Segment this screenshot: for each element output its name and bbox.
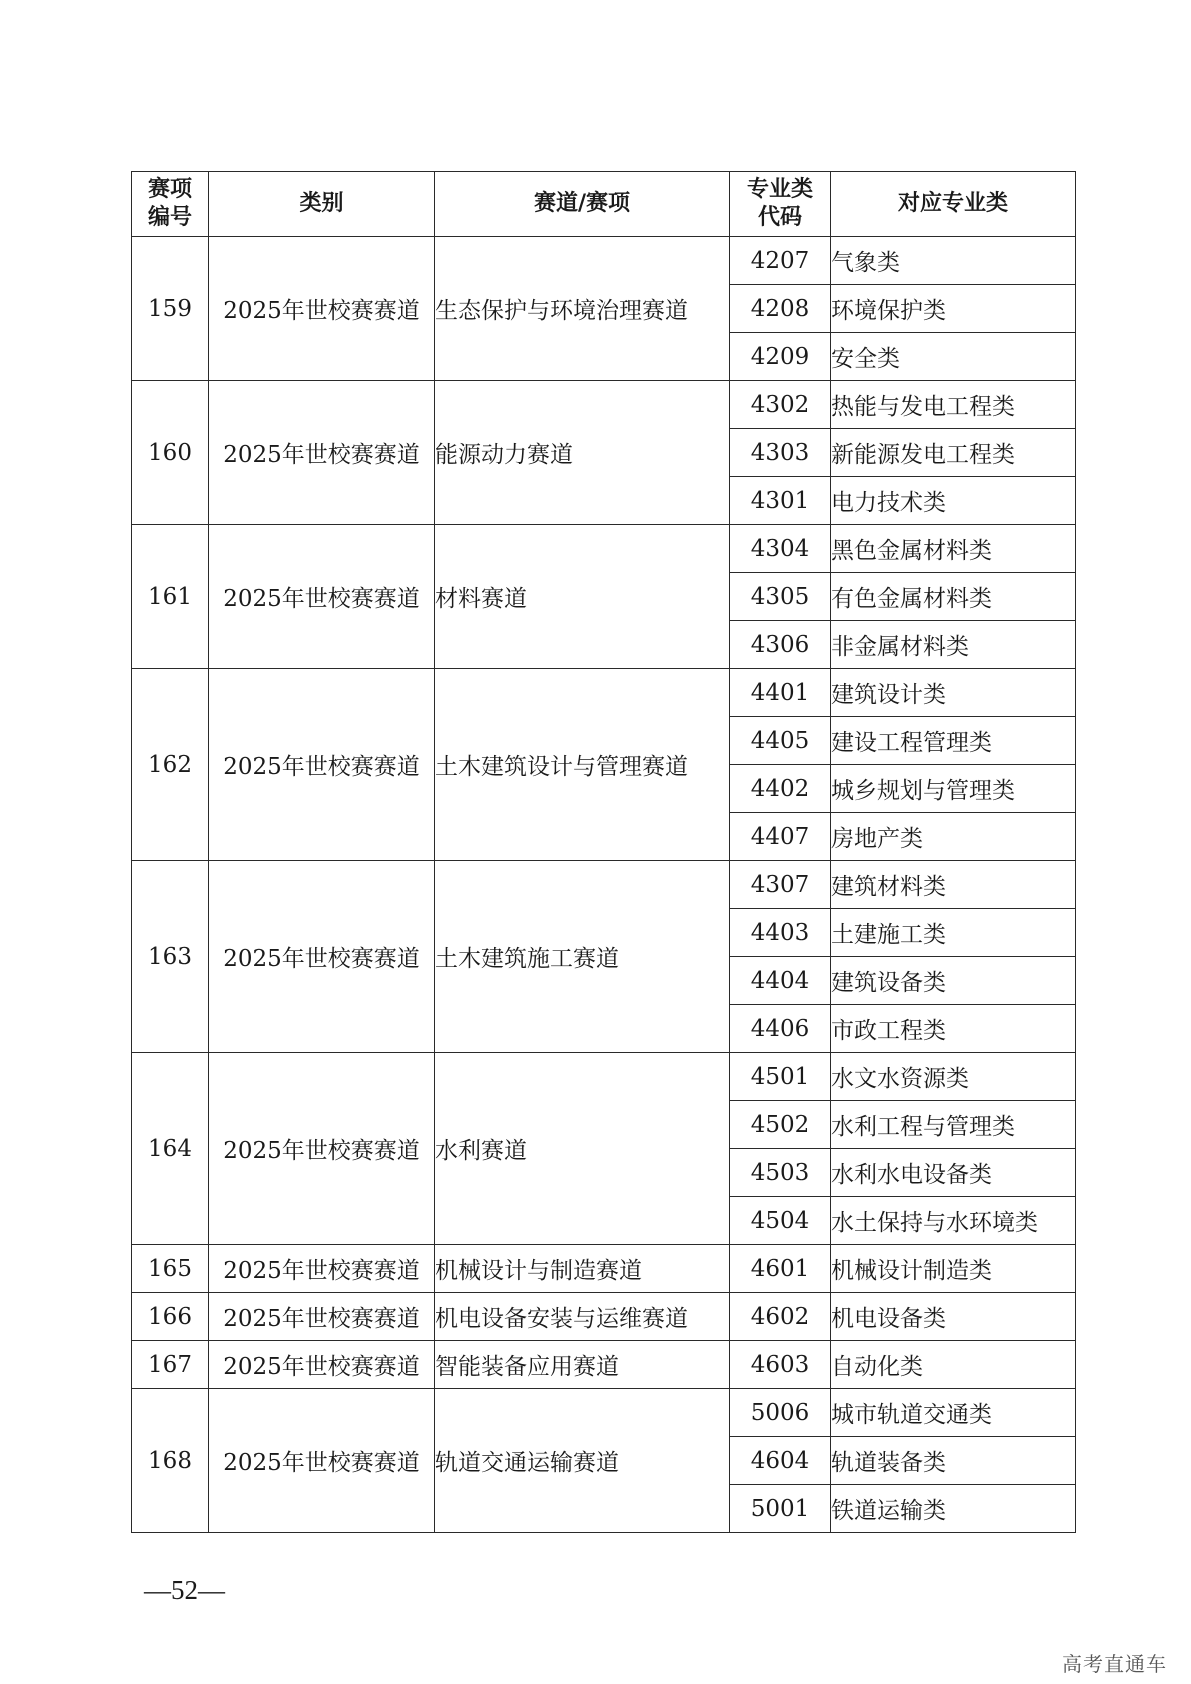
major-code-cell: 5001 xyxy=(730,1485,831,1533)
competition-number-cell: 162 xyxy=(132,669,209,861)
track-cell: 智能装备应用赛道 xyxy=(435,1341,730,1389)
major-name-cell: 建筑设备类 xyxy=(831,957,1076,1005)
major-code-cell: 4503 xyxy=(730,1149,831,1197)
major-code-cell: 4307 xyxy=(730,861,831,909)
major-code-cell: 4501 xyxy=(730,1053,831,1101)
watermark: 高考直通车 xyxy=(1062,1652,1167,1676)
competition-majors-table xyxy=(131,171,1076,1533)
track-cell: 机电设备安装与运维赛道 xyxy=(435,1293,730,1341)
header-major-code xyxy=(730,172,831,237)
table-row xyxy=(132,1293,1076,1341)
competition-number-cell: 167 xyxy=(132,1341,209,1389)
major-name-cell: 黑色金属材料类 xyxy=(831,525,1076,573)
competition-number-cell: 168 xyxy=(132,1389,209,1533)
major-code-cell: 4209 xyxy=(730,333,831,381)
category-cell: 2025年世校赛赛道 xyxy=(209,669,435,861)
major-code-cell: 4208 xyxy=(730,285,831,333)
track-cell: 能源动力赛道 xyxy=(435,381,730,525)
track-cell: 水利赛道 xyxy=(435,1053,730,1245)
competition-number-cell: 163 xyxy=(132,861,209,1053)
major-name-cell: 热能与发电工程类 xyxy=(831,381,1076,429)
major-name-cell: 建设工程管理类 xyxy=(831,717,1076,765)
major-code-cell: 4303 xyxy=(730,429,831,477)
competition-number-cell: 164 xyxy=(132,1053,209,1245)
major-code-cell: 4604 xyxy=(730,1437,831,1485)
major-code-cell: 4305 xyxy=(730,573,831,621)
header-competition-number-line1: 赛项 xyxy=(147,177,192,202)
major-code-cell: 4407 xyxy=(730,813,831,861)
header-major-code-line1: 专业类 xyxy=(746,177,813,202)
major-name-cell: 建筑材料类 xyxy=(831,861,1076,909)
header-category: 类别 xyxy=(209,172,435,237)
major-name-cell: 环境保护类 xyxy=(831,285,1076,333)
competition-number-cell: 166 xyxy=(132,1293,209,1341)
category-cell: 2025年世校赛赛道 xyxy=(209,1053,435,1245)
category-cell: 2025年世校赛赛道 xyxy=(209,525,435,669)
category-cell: 2025年世校赛赛道 xyxy=(209,1293,435,1341)
major-name-cell: 安全类 xyxy=(831,333,1076,381)
major-code-cell: 5006 xyxy=(730,1389,831,1437)
track-cell: 土木建筑施工赛道 xyxy=(435,861,730,1053)
track-cell: 材料赛道 xyxy=(435,525,730,669)
major-code-cell: 4404 xyxy=(730,957,831,1005)
major-name-cell: 铁道运输类 xyxy=(831,1485,1076,1533)
major-name-cell: 新能源发电工程类 xyxy=(831,429,1076,477)
table-row xyxy=(132,1245,1076,1293)
major-code-cell: 4602 xyxy=(730,1293,831,1341)
major-code-cell: 4502 xyxy=(730,1101,831,1149)
major-code-cell: 4306 xyxy=(730,621,831,669)
major-code-cell: 4302 xyxy=(730,381,831,429)
table-row xyxy=(132,1053,1076,1101)
major-name-cell: 气象类 xyxy=(831,237,1076,285)
major-name-cell: 有色金属材料类 xyxy=(831,573,1076,621)
track-cell: 生态保护与环境治理赛道 xyxy=(435,237,730,381)
major-name-cell: 电力技术类 xyxy=(831,477,1076,525)
major-code-cell: 4401 xyxy=(730,669,831,717)
table-row xyxy=(132,1341,1076,1389)
table-row xyxy=(132,381,1076,429)
major-name-cell: 水土保持与水环境类 xyxy=(831,1197,1076,1245)
major-name-cell: 水利工程与管理类 xyxy=(831,1101,1076,1149)
competition-number-cell: 159 xyxy=(132,237,209,381)
track-cell: 土木建筑设计与管理赛道 xyxy=(435,669,730,861)
major-name-cell: 机械设计制造类 xyxy=(831,1245,1076,1293)
header-competition-number-line2: 编号 xyxy=(147,205,192,230)
major-name-cell: 非金属材料类 xyxy=(831,621,1076,669)
category-cell: 2025年世校赛赛道 xyxy=(209,381,435,525)
category-cell: 2025年世校赛赛道 xyxy=(209,861,435,1053)
track-cell: 轨道交通运输赛道 xyxy=(435,1389,730,1533)
competition-number-cell: 165 xyxy=(132,1245,209,1293)
major-name-cell: 土建施工类 xyxy=(831,909,1076,957)
table-row xyxy=(132,237,1076,285)
table-row xyxy=(132,861,1076,909)
major-code-cell: 4207 xyxy=(730,237,831,285)
header-competition-number xyxy=(132,172,209,237)
category-cell: 2025年世校赛赛道 xyxy=(209,237,435,381)
major-code-cell: 4603 xyxy=(730,1341,831,1389)
header-major-name: 对应专业类 xyxy=(831,172,1076,237)
competition-number-cell: 161 xyxy=(132,525,209,669)
table-row xyxy=(132,669,1076,717)
major-name-cell: 城乡规划与管理类 xyxy=(831,765,1076,813)
major-code-cell: 4406 xyxy=(730,1005,831,1053)
major-code-cell: 4301 xyxy=(730,477,831,525)
major-name-cell: 轨道装备类 xyxy=(831,1437,1076,1485)
major-name-cell: 城市轨道交通类 xyxy=(831,1389,1076,1437)
major-code-cell: 4403 xyxy=(730,909,831,957)
category-cell: 2025年世校赛赛道 xyxy=(209,1389,435,1533)
competition-number-cell: 160 xyxy=(132,381,209,525)
header-track: 赛道/赛项 xyxy=(435,172,730,237)
major-name-cell: 市政工程类 xyxy=(831,1005,1076,1053)
major-code-cell: 4601 xyxy=(730,1245,831,1293)
header-major-code-line2: 代码 xyxy=(757,205,802,230)
major-code-cell: 4402 xyxy=(730,765,831,813)
table-header-row xyxy=(132,172,1076,237)
table-row xyxy=(132,1389,1076,1437)
track-cell: 机械设计与制造赛道 xyxy=(435,1245,730,1293)
major-name-cell: 建筑设计类 xyxy=(831,669,1076,717)
major-name-cell: 房地产类 xyxy=(831,813,1076,861)
table-body xyxy=(132,237,1076,1533)
page-number: —52— xyxy=(144,1575,225,1605)
major-name-cell: 机电设备类 xyxy=(831,1293,1076,1341)
major-code-cell: 4304 xyxy=(730,525,831,573)
major-name-cell: 水文水资源类 xyxy=(831,1053,1076,1101)
table-row xyxy=(132,525,1076,573)
major-name-cell: 水利水电设备类 xyxy=(831,1149,1076,1197)
major-code-cell: 4405 xyxy=(730,717,831,765)
major-name-cell: 自动化类 xyxy=(831,1341,1076,1389)
category-cell: 2025年世校赛赛道 xyxy=(209,1341,435,1389)
category-cell: 2025年世校赛赛道 xyxy=(209,1245,435,1293)
major-code-cell: 4504 xyxy=(730,1197,831,1245)
